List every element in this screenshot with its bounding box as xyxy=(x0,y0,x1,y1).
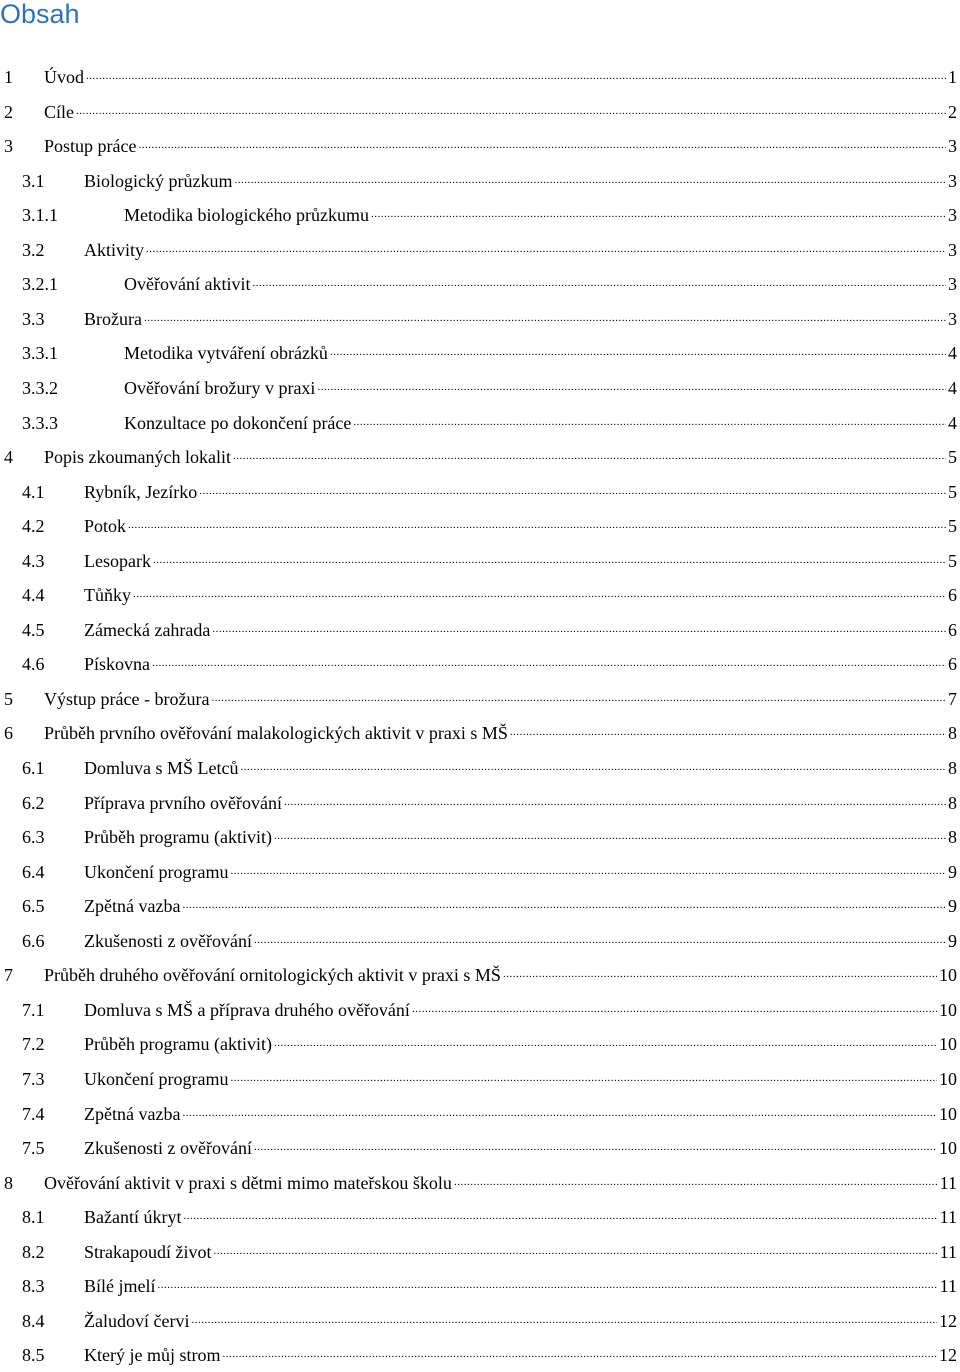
toc-entry-page: 7 xyxy=(948,688,957,709)
toc-entry[interactable] xyxy=(0,786,957,820)
toc-entry-label: Strakapoudí život xyxy=(84,1241,212,1262)
toc-entry-page: 10 xyxy=(939,1103,957,1124)
toc-entry-number: 8.5 xyxy=(22,1345,45,1366)
toc-entry-label: Ukončení programu xyxy=(84,1068,229,1089)
toc-entry-label: Ověřování aktivit xyxy=(124,274,251,295)
toc-dot-leader xyxy=(212,619,946,647)
toc-entry[interactable] xyxy=(0,475,957,509)
toc-entry[interactable] xyxy=(0,302,957,336)
toc-entry-label: Domluva s MŠ Letců xyxy=(84,758,239,778)
toc-entry-page: 3 xyxy=(948,136,957,157)
toc-entry[interactable] xyxy=(0,1131,957,1165)
toc-entry-page: 1 xyxy=(948,67,957,87)
toc-entry-label: Ověřování aktivit v praxi s dětmi mimo mateřskou školu xyxy=(44,1172,452,1193)
toc-entry-label: Bílé jmelí xyxy=(84,1276,156,1297)
toc-entry-page: 5 xyxy=(948,447,957,468)
toc-entry[interactable] xyxy=(0,889,957,923)
toc-entry[interactable] xyxy=(0,1269,957,1303)
toc-entry-number: 3.3.2 xyxy=(22,377,58,398)
toc-entry-number: 4.5 xyxy=(22,619,45,640)
toc-entry-label: Ověřování brožury v praxi xyxy=(124,377,316,398)
toc-entry-number: 6.3 xyxy=(22,827,45,848)
toc-dot-leader xyxy=(183,1206,937,1234)
toc-dot-leader xyxy=(412,999,937,1027)
toc-entry-page: 6 xyxy=(948,654,957,675)
toc-entry[interactable] xyxy=(0,1062,957,1096)
toc-dot-leader xyxy=(353,412,946,440)
toc-entry-page: 6 xyxy=(948,585,957,606)
toc-entry-page: 4 xyxy=(948,343,957,364)
toc-entry-number: 1 xyxy=(4,67,13,87)
toc-entry-label: Popis zkoumaných lokalit xyxy=(44,447,231,468)
toc-entry-page: 10 xyxy=(939,999,957,1020)
toc-entry-number: 6 xyxy=(4,723,13,744)
toc-entry-page: 3 xyxy=(948,170,957,191)
toc-entry-number: 3 xyxy=(4,136,13,157)
toc-entry-number: 2 xyxy=(4,101,13,122)
toc-dot-leader xyxy=(454,1172,938,1200)
toc-dot-leader xyxy=(211,688,946,716)
toc-entry-page: 8 xyxy=(948,723,957,744)
toc-dot-leader xyxy=(284,792,946,820)
toc-entry-page: 10 xyxy=(939,965,957,986)
toc-dot-leader xyxy=(128,515,946,543)
toc-dot-leader xyxy=(191,1310,937,1338)
toc-entry-page: 10 xyxy=(939,1068,957,1089)
toc-dot-leader xyxy=(317,377,946,405)
toc-entry-number: 8.3 xyxy=(22,1276,45,1297)
toc-entry-label: Průběh programu (aktivit) xyxy=(84,1034,272,1055)
toc-entry-label: Aktivity xyxy=(84,239,145,260)
toc-entry[interactable] xyxy=(0,1166,957,1200)
toc-entry[interactable] xyxy=(0,1200,957,1234)
toc-entry-page: 5 xyxy=(948,516,957,537)
toc-entry-number: 3.3.3 xyxy=(22,412,58,433)
toc-entry[interactable] xyxy=(0,578,957,612)
toc-entry[interactable] xyxy=(0,1235,957,1269)
toc-entry-page: 11 xyxy=(939,1172,957,1193)
toc-entry-page: 3 xyxy=(948,274,957,295)
toc-dot-leader xyxy=(222,1344,937,1372)
toc-entry-page: 8 xyxy=(948,758,957,778)
toc-entry[interactable] xyxy=(0,129,957,163)
toc-dot-leader xyxy=(152,653,946,681)
toc-entry-label: Zpětná vazba xyxy=(84,896,181,917)
toc-dot-leader xyxy=(182,1103,937,1131)
toc-entry-label: Průběh druhého ověřování ornitologických aktivit v praxi s MŠ xyxy=(44,965,501,986)
toc-entry[interactable] xyxy=(0,336,957,370)
toc-entry-label: Postup práce xyxy=(44,136,137,157)
toc-entry-page: 11 xyxy=(939,1207,957,1228)
toc-dot-leader xyxy=(233,446,946,474)
toc-dot-leader xyxy=(234,170,946,198)
toc-entry-page: 2 xyxy=(948,101,957,122)
toc-entry-label: Zpětná vazba xyxy=(84,1103,181,1124)
toc-entry[interactable] xyxy=(0,440,957,474)
toc-entry-page: 3 xyxy=(948,239,957,260)
toc-entry[interactable] xyxy=(0,60,957,94)
toc-entry[interactable] xyxy=(0,267,957,301)
toc-entry-page: 9 xyxy=(948,930,957,951)
toc-entry[interactable] xyxy=(0,1304,957,1338)
toc-entry-label: Výstup práce - brožura xyxy=(44,688,210,709)
toc-entry-label: Příprava prvního ověřování xyxy=(84,792,282,813)
toc-entry-page: 10 xyxy=(939,1138,957,1159)
toc-entry-number: 8.1 xyxy=(22,1207,45,1228)
toc-entry-label: Biologický průzkum xyxy=(84,170,233,191)
toc-entry-page: 11 xyxy=(939,1241,957,1262)
toc-entry-page: 5 xyxy=(948,481,957,502)
toc-entry-page: 4 xyxy=(948,377,957,398)
toc-entry-label: Ukončení programu xyxy=(84,861,229,882)
toc-entry-number: 3.1.1 xyxy=(22,205,58,226)
toc-entry[interactable] xyxy=(0,233,957,267)
toc-entry[interactable] xyxy=(0,1097,957,1131)
toc-entry-page: 12 xyxy=(939,1345,957,1366)
toc-entry-label: Potok xyxy=(84,516,127,537)
toc-entry-page: 10 xyxy=(939,1034,957,1055)
toc-dot-leader xyxy=(254,930,946,958)
toc-entry-page: 11 xyxy=(939,1276,957,1297)
toc-entry-number: 3.2.1 xyxy=(22,274,58,295)
toc-entry-number: 6.6 xyxy=(22,930,45,951)
toc-entry[interactable] xyxy=(0,406,957,440)
toc-dot-leader xyxy=(330,342,946,370)
toc-entry-page: 9 xyxy=(948,861,957,882)
toc-entry[interactable] xyxy=(0,95,957,129)
toc-dot-leader xyxy=(230,861,946,889)
toc-entry-number: 4.6 xyxy=(22,654,45,675)
toc-entry[interactable] xyxy=(0,993,957,1027)
toc-entry-page: 8 xyxy=(948,792,957,813)
toc-entry-label: Domluva s MŠ a příprava druhého ověřování xyxy=(84,999,410,1020)
toc-entry[interactable] xyxy=(0,924,957,958)
toc-entry[interactable] xyxy=(0,509,957,543)
toc-entry-page: 8 xyxy=(948,827,957,848)
toc-entry-page: 6 xyxy=(948,619,957,640)
toc-dot-leader xyxy=(199,481,946,509)
toc-dot-leader xyxy=(254,1137,937,1165)
toc-entry-label: Brožura xyxy=(84,308,142,329)
toc-dot-leader xyxy=(86,66,946,94)
toc-entry-page: 4 xyxy=(948,412,957,433)
toc-dot-leader xyxy=(144,308,946,336)
toc-dot-leader xyxy=(274,1033,937,1061)
toc-dot-leader xyxy=(241,757,947,785)
toc-entry-page: 9 xyxy=(948,896,957,917)
toc-entry-number: 7.2 xyxy=(22,1034,45,1055)
toc-entry-number: 6.4 xyxy=(22,861,45,882)
toc-dot-leader xyxy=(510,722,946,750)
toc-dot-leader xyxy=(371,204,946,232)
toc-entry-number: 4.3 xyxy=(22,550,45,571)
toc-entry-number: 8.2 xyxy=(22,1241,45,1262)
toc-dot-leader xyxy=(503,964,937,992)
toc-dot-leader xyxy=(158,1275,938,1303)
toc-entry-label: Tůňky xyxy=(84,585,131,606)
toc-dot-leader xyxy=(213,1241,937,1269)
toc-entry-page: 3 xyxy=(948,308,957,329)
toc-entry-number: 7 xyxy=(4,965,13,986)
toc-entry-page: 3 xyxy=(948,205,957,226)
toc-dot-leader xyxy=(133,584,946,612)
toc-entry-number: 6.2 xyxy=(22,792,45,813)
toc-entry-number: 3.3 xyxy=(22,308,45,329)
toc-entry[interactable] xyxy=(0,958,957,992)
toc-entry[interactable] xyxy=(0,164,957,198)
toc-dot-leader xyxy=(146,239,946,267)
toc-entry[interactable] xyxy=(0,716,957,750)
toc-entry-number: 7.3 xyxy=(22,1068,45,1089)
toc-entry[interactable] xyxy=(0,682,957,716)
toc-entry-label: Průběh prvního ověřování malakologických aktivit v praxi s MŠ xyxy=(44,723,508,744)
toc-entry[interactable] xyxy=(0,198,957,232)
toc-entry-label: Žaludoví červi xyxy=(84,1310,190,1331)
toc-entry-label: Lesopark xyxy=(84,550,151,571)
toc-entry-label: Zkušenosti z ověřování xyxy=(84,930,252,951)
toc-dot-leader xyxy=(230,1068,937,1096)
toc-dot-leader xyxy=(182,895,946,923)
page-title: Obsah xyxy=(0,0,80,29)
toc-entry-number: 3.1 xyxy=(22,170,45,191)
toc-entry-label: Který je můj strom xyxy=(84,1345,221,1366)
toc-dot-leader xyxy=(274,826,946,854)
toc-entry-number: 7.4 xyxy=(22,1103,45,1124)
toc-entry-label: Metodika biologického průzkumu xyxy=(124,205,369,226)
toc-entry-label: Úvod xyxy=(44,67,84,87)
toc-entry-label: Pískovna xyxy=(84,654,151,675)
toc-entry[interactable] xyxy=(0,544,957,578)
toc-entry-label: Metodika vytváření obrázků xyxy=(124,343,328,364)
toc-entry-label: Cíle xyxy=(44,101,74,122)
toc-entry-label: Zkušenosti z ověřování xyxy=(84,1138,252,1159)
toc-entry-number: 6.5 xyxy=(22,896,45,917)
toc-dot-leader xyxy=(252,273,946,301)
toc-entry[interactable] xyxy=(0,1027,957,1061)
toc-entry[interactable] xyxy=(0,1338,957,1372)
toc-entry[interactable] xyxy=(0,371,957,405)
toc-entry-number: 6.1 xyxy=(22,758,45,778)
toc-entry-number: 5 xyxy=(4,688,13,709)
toc-entry[interactable] xyxy=(0,647,957,681)
toc-entry-label: Bažantí úkryt xyxy=(84,1207,182,1228)
toc-entry-number: 4.1 xyxy=(22,481,45,502)
toc-entry[interactable] xyxy=(0,820,957,854)
toc-entry-number: 4.2 xyxy=(22,516,45,537)
toc-entry-label: Konzultace po dokončení práce xyxy=(124,412,352,433)
toc-entry-page: 5 xyxy=(948,550,957,571)
toc-entry-label: Zámecká zahrada xyxy=(84,619,211,640)
toc-entry[interactable] xyxy=(0,751,957,785)
toc-entry-number: 3.3.1 xyxy=(22,343,58,364)
toc-entry-page: 12 xyxy=(939,1310,957,1331)
toc-dot-leader xyxy=(138,135,946,163)
toc-entry[interactable] xyxy=(0,613,957,647)
toc-entry[interactable] xyxy=(0,855,957,889)
toc-entry-number: 3.2 xyxy=(22,239,45,260)
toc-entry-number: 8 xyxy=(4,1172,13,1193)
toc-dot-leader xyxy=(153,550,946,578)
toc-entry-number: 4 xyxy=(4,447,13,468)
toc-entry-number: 7.1 xyxy=(22,999,45,1020)
toc-entry-number: 4.4 xyxy=(22,585,45,606)
toc-entry-label: Průběh programu (aktivit) xyxy=(84,827,272,848)
toc-dot-leader xyxy=(76,101,946,129)
toc-entry-number: 8.4 xyxy=(22,1310,45,1331)
toc-entry-number: 7.5 xyxy=(22,1138,45,1159)
toc-entry-label: Rybník, Jezírko xyxy=(84,481,198,502)
